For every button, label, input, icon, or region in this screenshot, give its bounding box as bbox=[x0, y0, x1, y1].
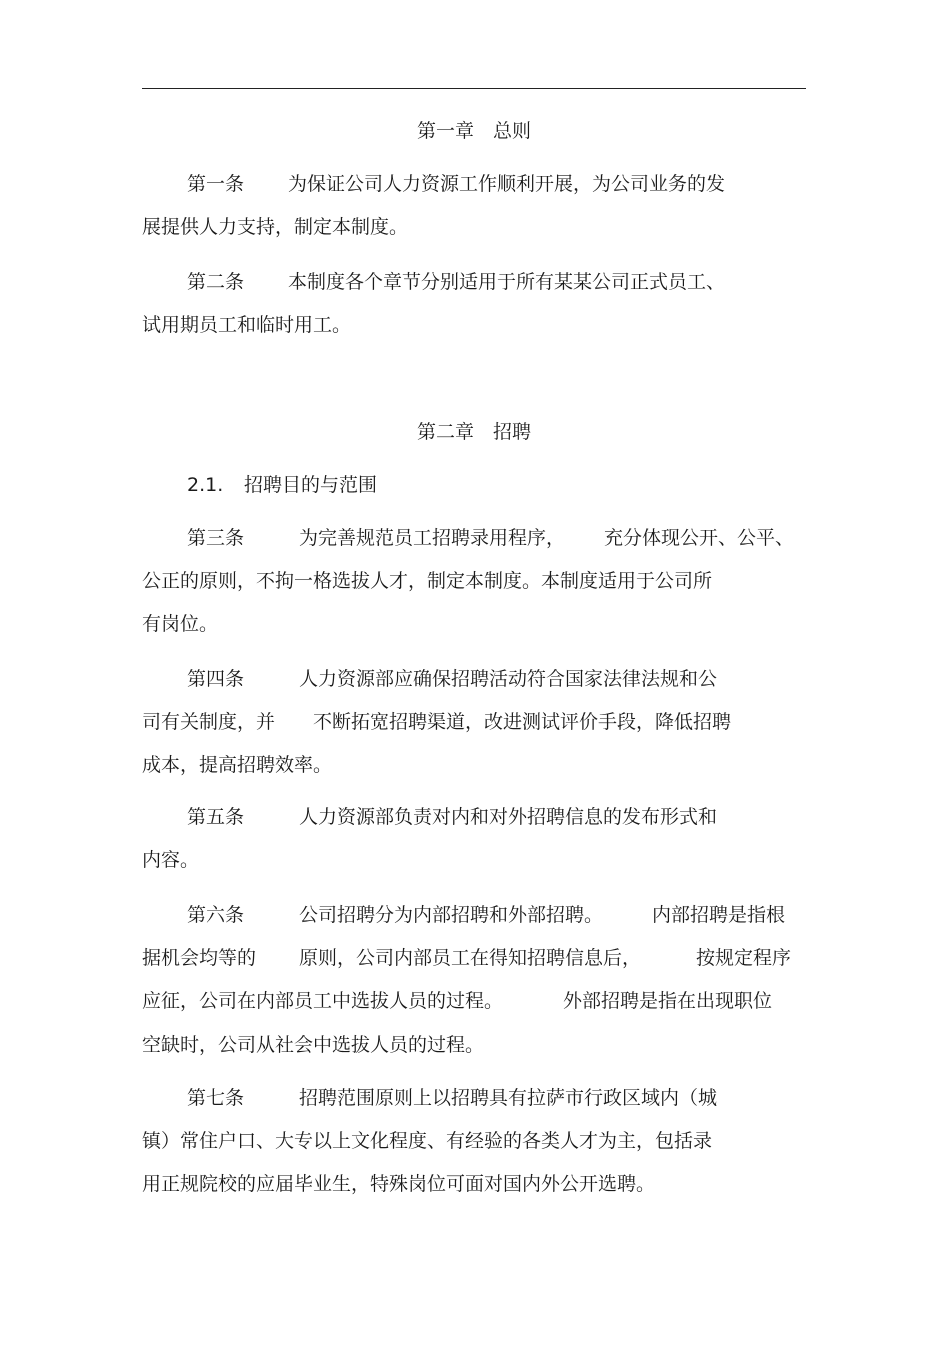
section-number: 2.1. bbox=[187, 474, 224, 496]
article-5-label: 第五条 bbox=[187, 806, 245, 828]
article-7-label: 第七条 bbox=[187, 1087, 245, 1109]
article-7-line-2: 镇）常住户口、大专以上文化程度、有经验的各类人才为主，包括录 bbox=[142, 1130, 713, 1152]
header-rule bbox=[142, 88, 806, 89]
article-2-label: 第二条 bbox=[187, 271, 245, 293]
article-6-line-3b: 外部招聘是指在出现职位 bbox=[563, 990, 773, 1012]
article-6-line-1a: 公司招聘分为内部招聘和外部招聘。 bbox=[299, 904, 604, 926]
article-4-line-2a: 司有关制度，并 bbox=[142, 711, 276, 733]
article-7-line-3: 用正规院校的应届毕业生，特殊岗位可面对国内外公开选聘。 bbox=[142, 1173, 656, 1195]
article-5-line-2: 内容。 bbox=[142, 849, 200, 871]
chapter-1-title: 第一章 总则 bbox=[416, 120, 531, 142]
article-4-line-2b: 不断拓宽招聘渠道，改进测试评价手段，降低招聘 bbox=[313, 711, 732, 733]
article-4-label: 第四条 bbox=[187, 668, 245, 690]
article-2-line-2: 试用期员工和临时用工。 bbox=[142, 314, 352, 336]
article-6-label: 第六条 bbox=[187, 904, 245, 926]
article-6-line-2a: 据机会均等的 bbox=[142, 947, 257, 969]
article-1-line-1: 为保证公司人力资源工作顺利开展，为公司业务的发 bbox=[288, 173, 726, 195]
article-6-line-4: 空缺时，公司从社会中选拔人员的过程。 bbox=[142, 1034, 485, 1056]
article-6-line-1b: 内部招聘是指根 bbox=[652, 904, 786, 926]
article-3-line-2: 公正的原则，不拘一格选拔人才，制定本制度。本制度适用于公司所 bbox=[142, 570, 713, 592]
section-title: 招聘目的与范围 bbox=[244, 474, 378, 496]
article-6-line-2c: 按规定程序 bbox=[696, 947, 792, 969]
article-3-line-1a: 为完善规范员工招聘录用程序， bbox=[299, 527, 566, 549]
article-6-line-2b: 原则，公司内部员工在得知招聘信息后， bbox=[299, 947, 642, 969]
article-3-label: 第三条 bbox=[187, 527, 245, 549]
article-1-line-2: 展提供人力支持，制定本制度。 bbox=[142, 216, 409, 238]
article-3-line-1b: 充分体现公开、公平、 bbox=[604, 527, 795, 549]
article-1-label: 第一条 bbox=[187, 173, 245, 195]
article-2-line-1: 本制度各个章节分别适用于所有某某公司正式员工、 bbox=[288, 271, 726, 293]
article-7-line-1: 招聘范围原则上以招聘具有拉萨市行政区域内（城 bbox=[299, 1087, 718, 1109]
article-4-line-1: 人力资源部应确保招聘活动符合国家法律法规和公 bbox=[299, 668, 718, 690]
article-4-line-3: 成本，提高招聘效率。 bbox=[142, 754, 333, 776]
article-3-line-3: 有岗位。 bbox=[142, 613, 219, 635]
article-5-line-1: 人力资源部负责对内和对外招聘信息的发布形式和 bbox=[299, 806, 718, 828]
chapter-2-title: 第二章 招聘 bbox=[416, 421, 531, 443]
article-6-line-3a: 应征，公司在内部员工中选拔人员的过程。 bbox=[142, 990, 504, 1012]
